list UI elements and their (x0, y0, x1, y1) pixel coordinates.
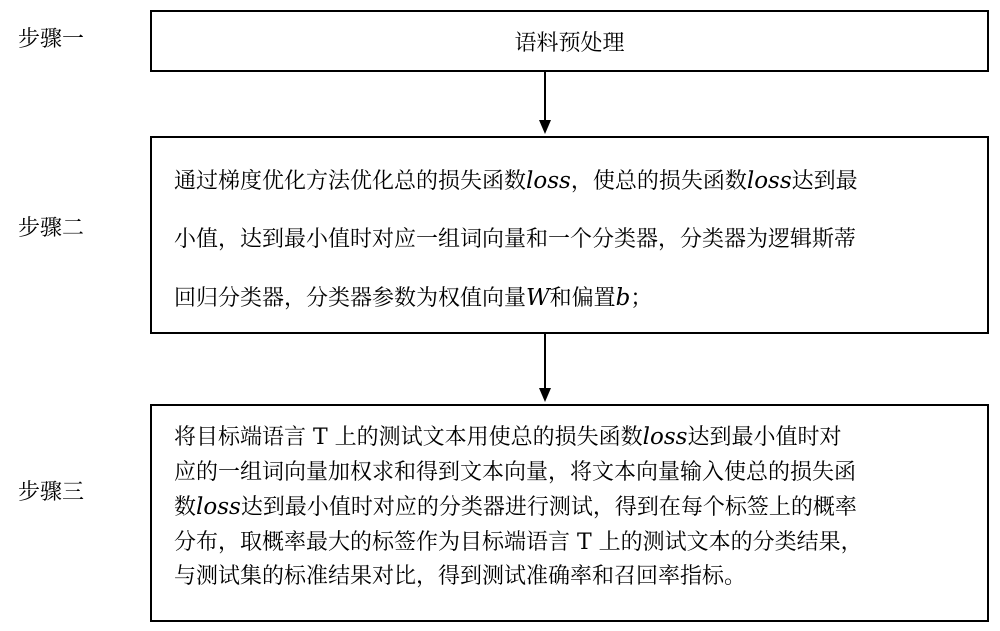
loss-term: loss (526, 168, 571, 194)
step-2-text (174, 152, 967, 328)
bias-term: b (615, 285, 631, 311)
step-3-line (174, 526, 971, 561)
step-2-line (174, 211, 967, 269)
step-3-box (150, 404, 989, 622)
step-2-line (174, 152, 967, 211)
text-segment: 小值，达到最小值时对应一组词向量和一个分类器，分类器为逻辑斯蒂 (174, 227, 857, 252)
step-1-label: 步骤一 (18, 27, 85, 52)
step-3-label: 步骤三 (18, 480, 85, 505)
step-2-label: 步骤二 (18, 216, 85, 241)
step-3-line (174, 456, 971, 491)
arrow-down-icon (530, 72, 560, 136)
text-segment: 达到最 (791, 169, 858, 194)
text-segment: 分布，取概率最大的标签作为目标端语言 T 上的测试文本的分类结果， (174, 529, 863, 555)
text-segment: 与测试集的标准结果对比，得到测试准确率和召回率指标。 (174, 564, 747, 589)
text-segment: 和偏置 (549, 286, 616, 311)
step-3-line (174, 420, 971, 456)
text-segment: 通过梯度优化方法优化总的损失函数 (174, 169, 527, 194)
step-3-text (174, 420, 971, 595)
loss-term: loss (642, 424, 688, 450)
step-2-line (174, 269, 967, 328)
text-segment: 达到最小值时对应的分类器进行测试，得到在每个标签上的概率 (240, 495, 857, 520)
step-3-line (174, 560, 971, 595)
loss-term: loss (746, 168, 792, 194)
text-segment: ； (630, 286, 653, 311)
loss-term: loss (196, 494, 241, 520)
weight-term: W (526, 285, 550, 311)
text-segment: 将目标端语言 T 上的测试文本用使总的损失函数 (174, 425, 643, 450)
text-segment: 回归分类器，分类器参数为权值向量 (174, 286, 527, 311)
arrow-down-icon (530, 334, 560, 404)
step-2-box (150, 136, 989, 334)
text-segment: 数 (174, 495, 197, 520)
text-segment: 达到最小值时对 (687, 425, 842, 450)
step-1-text: 语料预处理 (514, 30, 625, 56)
step-3-line (174, 490, 971, 526)
text-segment: ，使总的损失函数 (570, 169, 747, 194)
step-1-box (150, 10, 989, 72)
text-segment: 应的一组词向量加权求和得到文本向量，将文本向量输入使总的损失函 (174, 459, 857, 485)
